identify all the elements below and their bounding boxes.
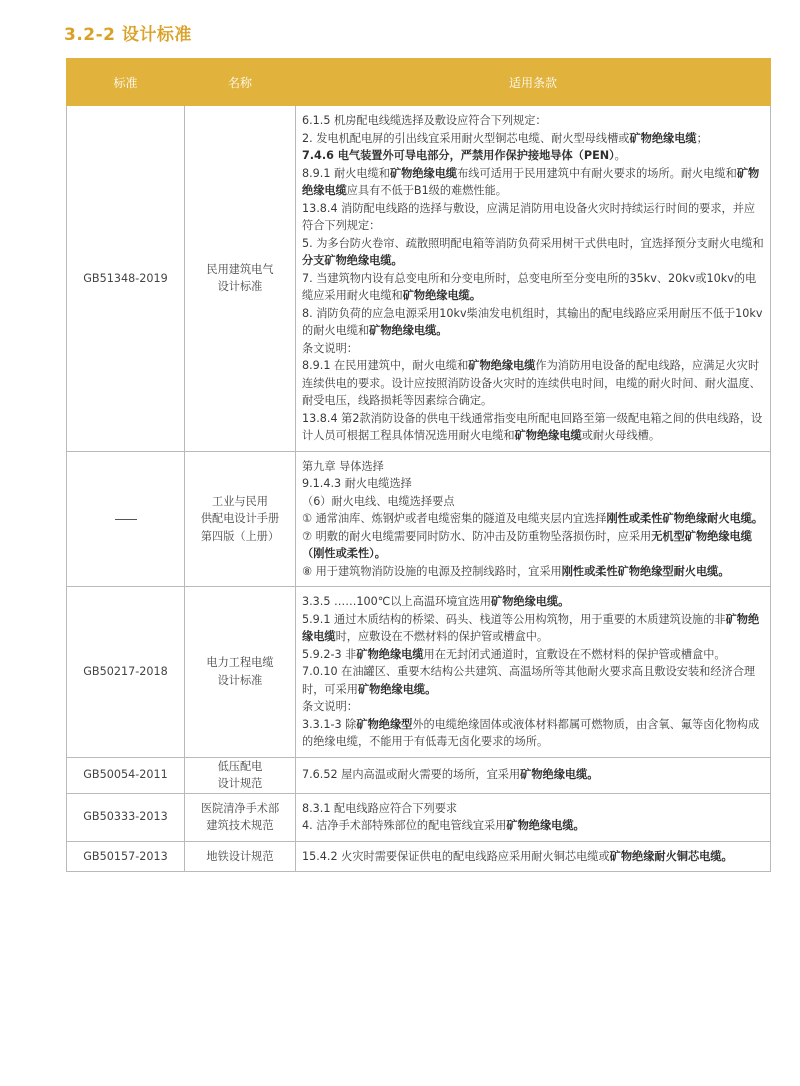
clause-text: 应具有不低于B1级的难燃性能。 xyxy=(346,184,507,197)
table-header-row xyxy=(67,59,771,106)
clause-text: 9.1.4.3 耐火电缆选择 xyxy=(302,477,412,490)
standard-code-cell: GB50217-2018 xyxy=(67,587,185,758)
clause-paragraph xyxy=(302,235,764,270)
clause-text: 7.6.52 屋内高温或耐火需要的场所，宜采用 xyxy=(302,768,521,782)
clause-paragraph xyxy=(302,493,764,511)
clause-bold-text: 刚性或柔性矿物绝缘耐火电缆。 xyxy=(606,512,764,525)
standard-name-line: 建筑技术规范 xyxy=(206,819,274,832)
clause-paragraph xyxy=(302,663,764,698)
clause-text: 。 xyxy=(614,149,626,162)
standard-name-line: 第四版（上册） xyxy=(200,529,280,543)
clause-text: 5.9.2-3 非 xyxy=(302,647,357,661)
standard-name-cell xyxy=(185,793,296,841)
clause-paragraph xyxy=(302,200,764,235)
clause-paragraph xyxy=(302,646,764,664)
clause-text: 8.9.1 在民用建筑中，耐火电缆和 xyxy=(302,359,469,372)
clause-text: 7. 当建筑物内设有总变电所和分变电所时，总变电所至分变电所的35kv、20kv或10kv的电缆应采用耐火电缆和 xyxy=(302,271,757,302)
clause-text: 3.3.1-3 除 xyxy=(302,717,357,731)
clause-bold-text: 矿物绝缘电缆 xyxy=(629,131,697,145)
standard-name-line: 工业与民用 xyxy=(212,494,268,508)
clause-text: 8. 消防负荷的应急电源采用10kv柴油发电机组时，其输出的配电线路应采用耐压不低于10kv的耐火电缆和 xyxy=(302,306,763,337)
clause-bold-text: 矿物绝缘电缆。 xyxy=(491,595,570,608)
clause-text: 13.8.4 第2款消防设备的供电干线通常指变电所配电回路至第一级配电箱之间的供电线路，设计人员可根据工程具体情况选用耐火电缆和 xyxy=(302,411,763,442)
clause-text: 布线可适用于民用建筑中有耐火要求的场所。耐火电缆和 xyxy=(457,166,737,180)
clause-text: 3.3.5 ……100℃以上高温环境宜选用 xyxy=(302,595,492,608)
clause-text: 第九章 导体选择 xyxy=(302,459,384,473)
clause-bold-text: 矿物绝缘电缆。 xyxy=(402,289,482,302)
clause-text: 或耐火母线槽。 xyxy=(581,429,661,442)
clauses-cell xyxy=(296,793,771,841)
header-standard: 标准 xyxy=(67,59,185,106)
standard-code-cell: GB51348-2019 xyxy=(67,106,185,452)
standard-name-cell xyxy=(185,757,296,793)
clause-text: 15.4.2 火灾时需要保证供电的配电线路应采用耐火铜芯电缆或 xyxy=(302,849,610,863)
clause-bold-text: 刚性或柔性矿物绝缘型耐火电缆。 xyxy=(561,564,730,578)
clauses-cell xyxy=(296,587,771,758)
clause-text: 8.9.1 耐火电缆和 xyxy=(302,166,390,180)
clause-bold-text: 矿物绝缘型 xyxy=(356,717,413,731)
clause-text: 用在无封闭式通道时，宜敷设在不燃材料的保护管或槽盒中。 xyxy=(423,647,726,661)
clause-paragraph xyxy=(302,475,764,493)
standard-name-line: 电力工程电缆 xyxy=(206,656,274,670)
clause-paragraph xyxy=(302,716,764,751)
clauses-cell xyxy=(296,757,771,793)
standard-name-line: 医院清净手术部 xyxy=(200,801,280,815)
clause-text: ⑦ 明敷的耐火电缆需要同时防水、防冲击及防重物坠落损伤时，应采用 xyxy=(302,529,652,543)
table-row xyxy=(67,451,771,587)
clause-text: ⑧ 用于建筑物消防设施的电源及控制线路时，宜采用 xyxy=(302,564,562,578)
clause-bold-text: 矿物绝缘电缆 xyxy=(389,166,458,180)
standard-name-line: 设计标准 xyxy=(217,280,263,294)
clause-paragraph xyxy=(302,698,764,716)
standard-code-cell: GB50333-2013 xyxy=(67,793,185,841)
clause-paragraph xyxy=(302,410,764,445)
header-clauses: 适用条款 xyxy=(296,59,771,106)
standard-code-cell: GB50157-2013 xyxy=(67,841,185,872)
clause-paragraph xyxy=(302,270,764,305)
clause-bold-text: 矿物绝缘电缆 xyxy=(514,429,582,442)
clause-bold-text: 矿物绝缘电缆。 xyxy=(520,768,599,782)
standard-name-cell xyxy=(185,451,296,587)
clause-text: （6）耐火电线、电缆选择要点 xyxy=(302,494,455,508)
clause-paragraph xyxy=(302,340,764,358)
clause-text: ； xyxy=(696,131,708,145)
clause-paragraph xyxy=(302,611,764,646)
clause-bold-text: 矿物绝缘电缆 xyxy=(356,647,424,661)
clause-text: 4. 洁净手术部特殊部位的配电管线宜采用 xyxy=(302,819,507,832)
clause-bold-text: 矿物绝缘电缆。 xyxy=(506,819,585,832)
clauses-cell xyxy=(296,106,771,452)
clause-bold-text: 矿物绝缘电缆。 xyxy=(357,682,437,696)
clause-paragraph xyxy=(302,130,764,148)
clause-text: 8.3.1 配电线路应符合下列要求 xyxy=(302,801,458,815)
clause-paragraph xyxy=(302,563,764,581)
empty-dash xyxy=(115,519,137,520)
standard-name-line: 供配电设计手册 xyxy=(200,512,280,525)
clause-bold-text: 无机型矿物绝缘电缆（刚性或柔性）。 xyxy=(302,529,752,560)
clause-text: 7.0.10 在油罐区、重要木结构公共建筑、高温场所等其他耐火要求高且敷设安装和经济合理时，可采用 xyxy=(302,665,756,696)
clause-text: 5.9.1 通过木质结构的桥梁、码头、栈道等公用构筑物，用于重要的木质建筑设施的非 xyxy=(302,612,726,626)
clause-text: 13.8.4 消防配电线路的选择与敷设，应满足消防用电设备火灾时持续运行时间的要求，并应符合下列规定： xyxy=(302,201,756,232)
clause-paragraph xyxy=(302,817,764,835)
clause-paragraph xyxy=(302,305,764,340)
table-row xyxy=(67,106,771,452)
standard-name-line: 民用建筑电气 xyxy=(206,262,274,276)
clause-text: 6.1.5 机房配电线缆选择及敷设应符合下列规定： xyxy=(302,114,547,127)
clause-paragraph xyxy=(302,848,764,866)
clause-bold-text: 矿物绝缘电缆。 xyxy=(369,324,448,337)
standard-code-cell xyxy=(67,451,185,587)
clause-paragraph xyxy=(302,528,764,563)
table-row xyxy=(67,841,771,872)
standard-name-cell xyxy=(185,587,296,758)
clause-text: 条文说明： xyxy=(302,700,358,713)
clause-paragraph xyxy=(302,766,764,784)
clauses-cell xyxy=(296,451,771,587)
clause-text: 2. 发电机配电屏的引出线宜采用耐火型铜芯电缆、耐火型母线槽或 xyxy=(302,131,630,145)
header-name: 名称 xyxy=(185,59,296,106)
table-row xyxy=(67,793,771,841)
clause-paragraph xyxy=(302,458,764,476)
clause-paragraph xyxy=(302,510,764,528)
clause-bold-text: 矿物绝缘电缆 xyxy=(302,166,760,197)
clause-bold-text: 矿物绝缘耐火铜芯电缆。 xyxy=(609,849,733,863)
standard-name-line: 低压配电 xyxy=(217,759,263,773)
clause-text: 条文说明： xyxy=(302,341,358,355)
standard-name-line: 设计规范 xyxy=(217,777,263,790)
standards-table xyxy=(66,58,771,872)
clause-text: ① 通常油库、炼钢炉或者电缆密集的隧道及电缆夹层内宜选择 xyxy=(302,512,607,525)
standard-code-cell: GB50054-2011 xyxy=(67,757,185,793)
table-row xyxy=(67,757,771,793)
clause-paragraph xyxy=(302,800,764,818)
clause-text: 作为消防用电设备的配电线路，应满足火灾时连续供电的要求。设计应按照消防设备火灾时的连续供电时间，电缆的耐火时间、耐火温度、耐受电压，线路损耗等因素综合确定。 xyxy=(302,359,761,407)
standard-name-line: 设计标准 xyxy=(217,673,263,687)
clause-text: 外的电缆绝缘固体或液体材料都属可燃物质，由含氧、氟等卤化物构成的绝缘电缆，不能用于有低毒无卤化要求的场所。 xyxy=(302,717,760,748)
clause-paragraph xyxy=(302,165,764,200)
clause-text: 时，应敷设在不燃材料的保护管或槽盒中。 xyxy=(335,630,549,643)
section-title: 3.2-2 设计标准 xyxy=(64,25,192,45)
table-row xyxy=(67,587,771,758)
standard-name-line: 地铁设计规范 xyxy=(206,849,274,863)
standard-name-cell xyxy=(185,106,296,452)
clause-bold-text: 分支矿物绝缘电缆。 xyxy=(302,254,403,267)
clause-paragraph xyxy=(302,357,764,410)
clause-bold-text: 矿物绝缘电缆 xyxy=(302,612,760,643)
standard-name-cell xyxy=(185,841,296,872)
clause-paragraph xyxy=(302,593,764,611)
clause-bold-text: 矿物绝缘电缆 xyxy=(468,359,536,372)
clauses-cell xyxy=(296,841,771,872)
clause-paragraph xyxy=(302,147,764,165)
table-body xyxy=(67,106,771,872)
clause-paragraph xyxy=(302,112,764,130)
clause-bold-text: 7.4.6 电气装置外可导电部分，严禁用作保护接地导体（PEN） xyxy=(302,149,615,162)
clause-text: 5. 为多台防火卷帘、疏散照明配电箱等消防负荷采用树干式供电时，宜选择预分支耐火电缆和 xyxy=(302,236,764,250)
